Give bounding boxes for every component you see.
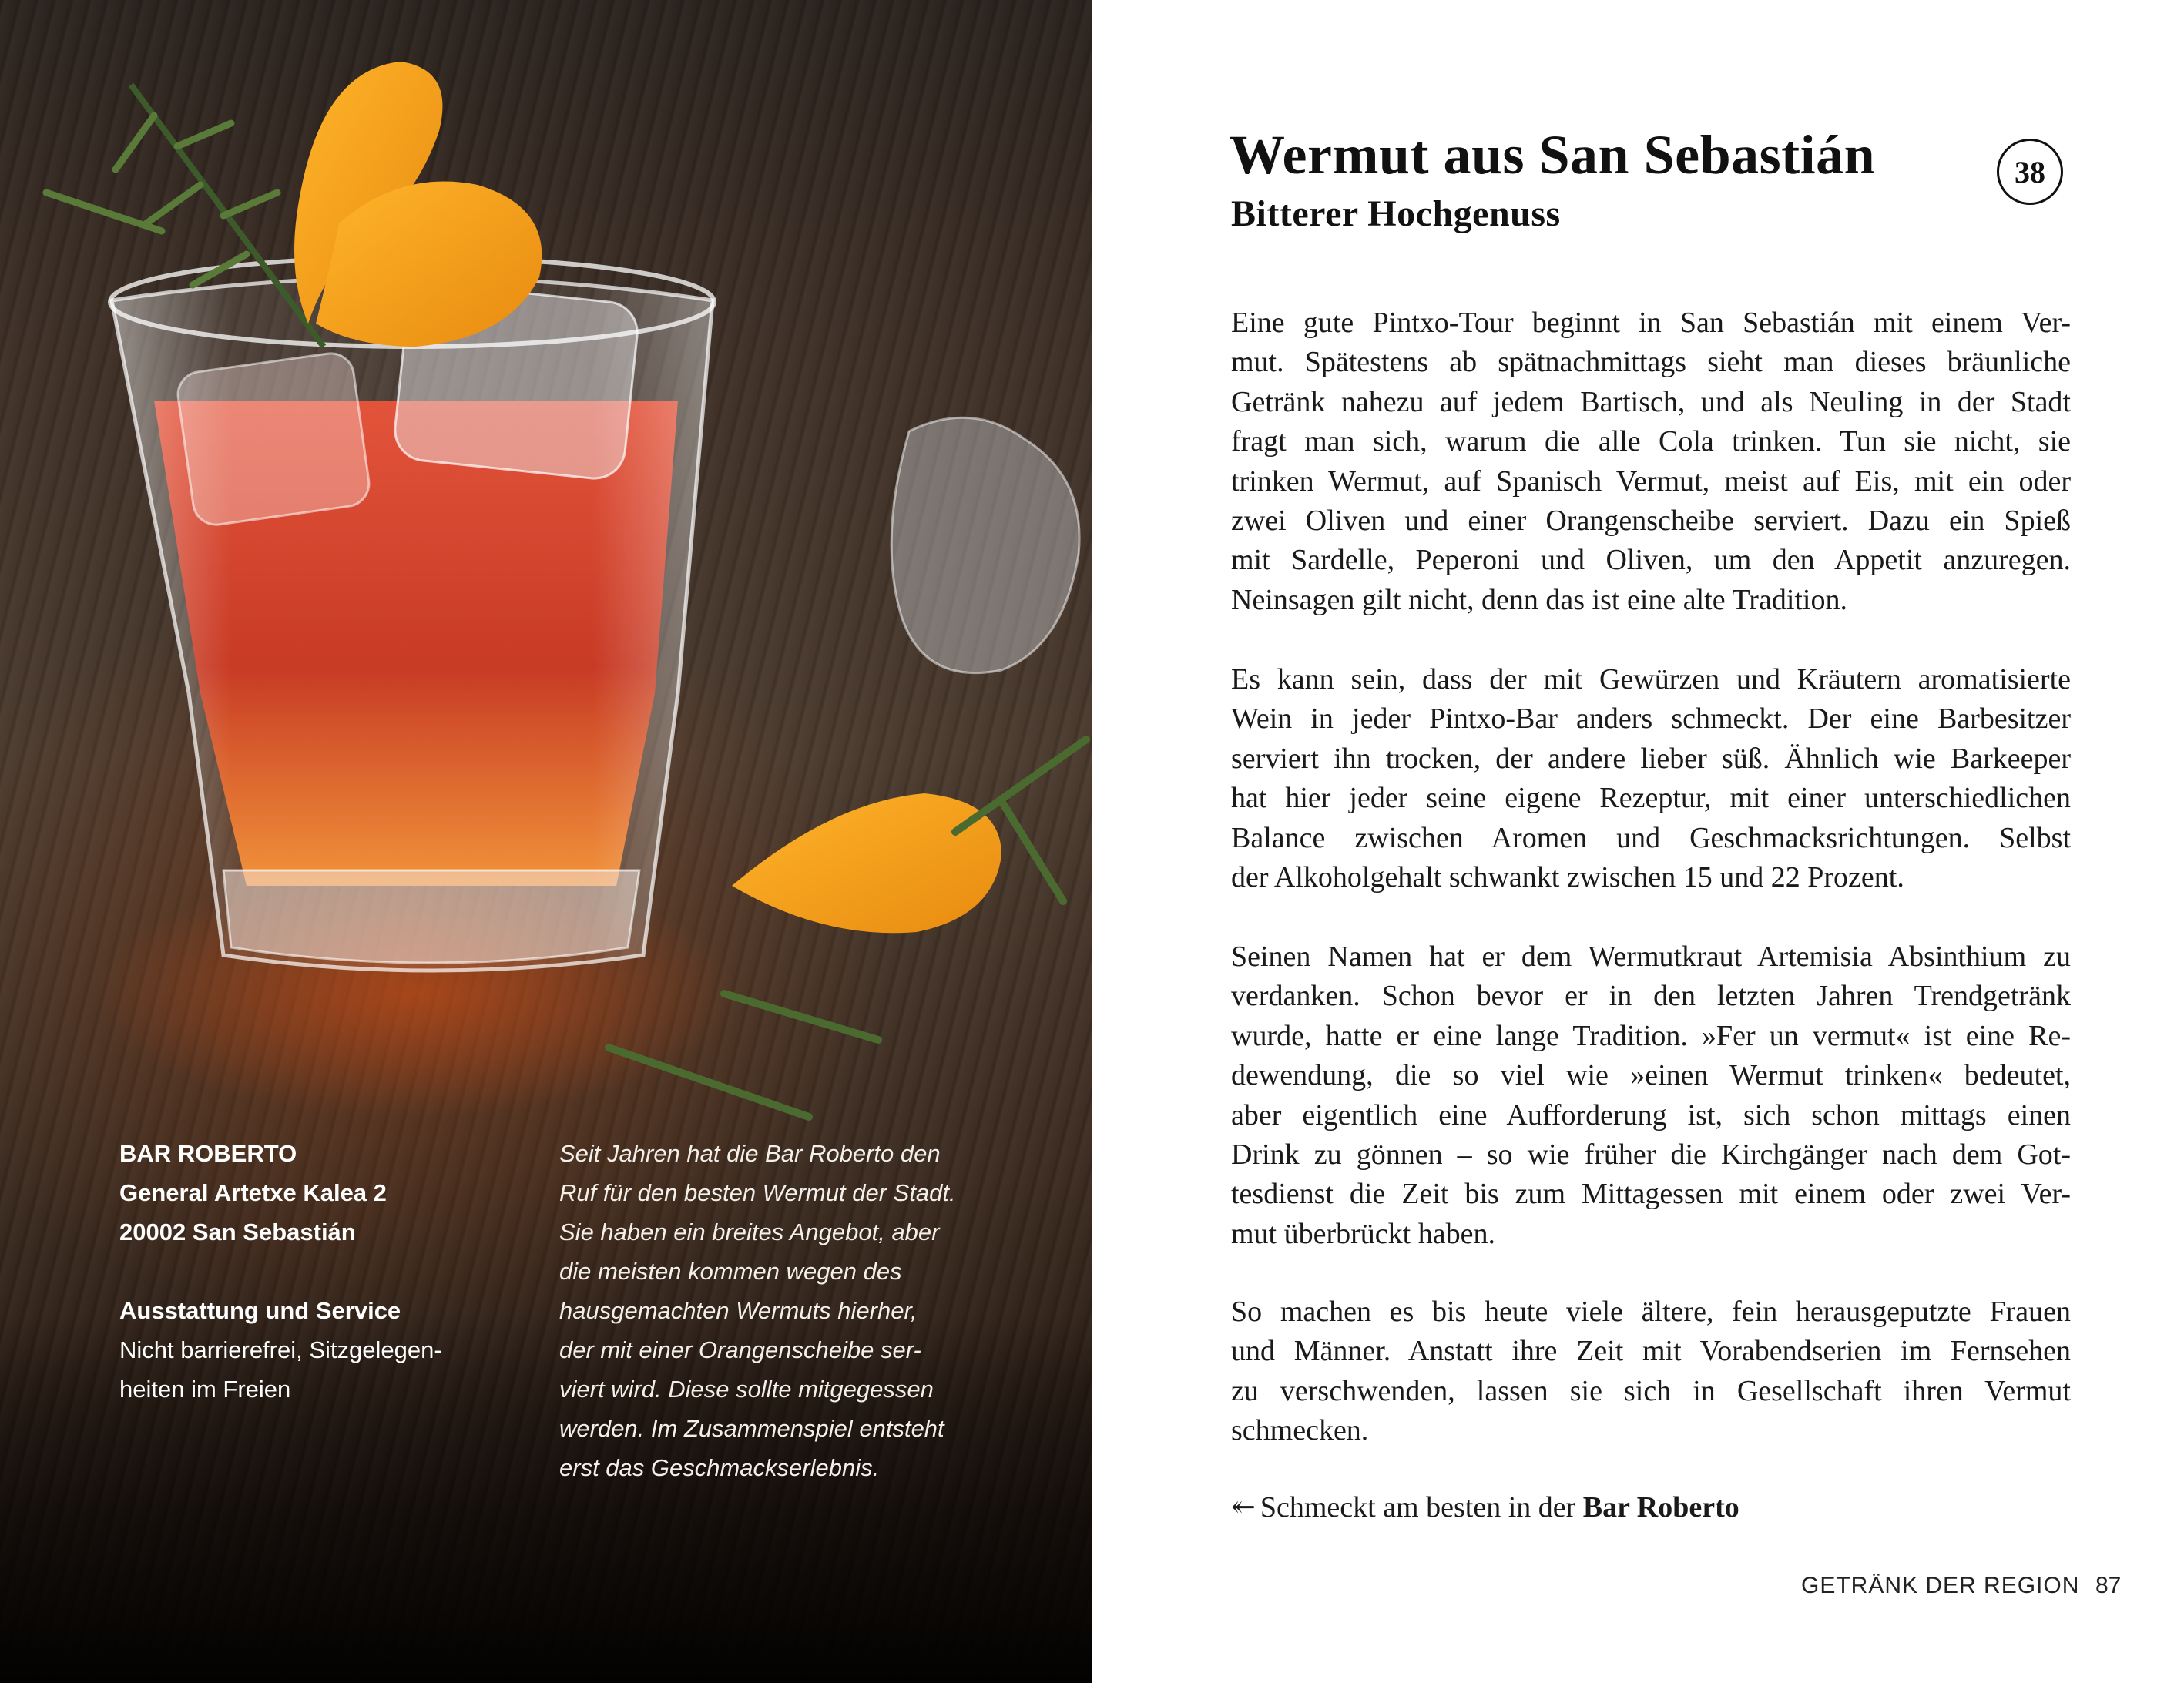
text-line: Balance zwischen Aromen und Geschmacksrichtungen. Selbst	[1231, 821, 2071, 854]
bar-name: BAR ROBERTO	[119, 1140, 297, 1167]
features-heading: Ausstattung und Service	[119, 1297, 401, 1324]
text-line: hat hier jeder seine eigene Rezeptur, mit einer unterschiedlichen	[1231, 782, 2071, 815]
description-line: Ruf für den besten Wermut der Stadt.	[559, 1179, 956, 1206]
recommendation-line	[1231, 1490, 1739, 1524]
article-subtitle: Bitterer Hochgenuss	[1231, 193, 1561, 234]
recommendation-text: Schmeckt am besten in der	[1260, 1491, 1583, 1524]
article-title: Wermut aus San Sebastián	[1230, 124, 1876, 186]
features-line: heiten im Freien	[119, 1376, 291, 1403]
text-line: aber eigentlich eine Aufforderung ist, sich schon mittags einen	[1231, 1098, 2071, 1131]
description-line: die meisten kommen wegen des	[559, 1258, 902, 1285]
bar-city: 20002 San Sebastián	[119, 1219, 356, 1245]
text-line: der Alkoholgehalt schwankt zwischen 15 und 22 Prozent.	[1231, 861, 1904, 894]
paragraph	[1231, 937, 2071, 1254]
description-line: Seit Jahren hat die Bar Roberto den	[559, 1140, 941, 1167]
text-line: trinken Wermut, auf Spanisch Vermut, meist auf Eis, mit ein oder	[1231, 464, 2071, 498]
text-line: Neinsagen gilt nicht, denn das ist eine alte Tradition.	[1231, 583, 1847, 616]
text-line: mut überbrückt haben.	[1231, 1217, 1495, 1250]
bar-description	[559, 1134, 991, 1487]
glass	[112, 277, 713, 971]
text-line: verdanken. Schon bevor er in den letzten Jahren Trendgetränk	[1231, 980, 2071, 1013]
text-line: Seinen Namen hat er dem Wermutkraut Artemisia Absinthium zu	[1231, 940, 2071, 973]
text-line: Getränk nahezu auf jedem Bartisch, und als Neuling in der Stadt	[1231, 385, 2071, 418]
text-line: serviert ihn trocken, der andere lieber süß. Ähnlich wie Barkeeper	[1231, 742, 2071, 775]
text-line: und Männer. Anstatt ihre Zeit mit Vorabendserien im Fernsehen	[1231, 1335, 2071, 1368]
text-line: schmecken.	[1231, 1414, 1369, 1447]
text-line: Eine gute Pintxo-Tour beginnt in San Sebastián mit einem Ver-	[1231, 307, 2071, 339]
text-line: Wein in jeder Pintxo-Bar anders schmeckt. Der eine Barbesitzer	[1231, 702, 2071, 736]
rosemary-leaves	[46, 116, 277, 285]
text-line: zu verschwenden, lassen sie sich in Gesellschaft ihren Vermut	[1231, 1374, 2071, 1407]
description-line: werden. Im Zusammenspiel entsteht	[559, 1415, 944, 1442]
paragraph	[1231, 1292, 2071, 1451]
text-line: fragt man sich, warum die alle Cola trinken. Tun sie nicht, sie	[1231, 425, 2071, 458]
text-line: mut. Spätestens ab spätnachmittags sieht man dieses bräunliche	[1231, 346, 2071, 379]
text-line: Drink zu gönnen – so wie früher die Kirchgänger nach dem Got-	[1231, 1138, 2071, 1172]
orange-peel-on-table	[732, 793, 1001, 933]
text-line: wurde, hatte er eine lange Tradition. »Fer un vermut« ist eine Re-	[1231, 1019, 2071, 1052]
text-line: mit Sardelle, Peperoni und Oliven, um den Appetit anzuregen.	[1231, 544, 2071, 577]
double-arrow-left-icon: ↞	[1231, 1491, 1256, 1524]
features-line: Nicht barrierefrei, Sitzgelegen-	[119, 1336, 442, 1363]
description-line: erst das Geschmackserlebnis.	[559, 1454, 880, 1481]
recommended-bar: Bar Roberto	[1582, 1491, 1739, 1524]
paragraph	[1231, 660, 2071, 897]
entry-number-badge: 38	[1997, 139, 2063, 205]
text-line: So machen es bis heute viele ältere, fein herausgeputzte Frauen	[1231, 1296, 2071, 1328]
description-line: Sie haben ein breites Angebot, aber	[559, 1219, 940, 1245]
description-line: viert wird. Diese sollte mitgegessen	[559, 1376, 934, 1403]
description-line: der mit einer Orangenscheibe ser-	[559, 1336, 921, 1363]
ice-cube	[891, 417, 1079, 672]
description-line: hausgemachten Wermuts hierher,	[559, 1297, 918, 1324]
paragraph	[1231, 303, 2071, 620]
text-line: Es kann sein, dass der mit Gewürzen und Kräutern aromatisierte	[1231, 663, 2071, 696]
text-line: zwei Oliven und einer Orangenscheibe serviert. Dazu ein Spieß	[1231, 505, 2071, 538]
text-line: tesdienst die Zeit bis zum Mittagessen mit einem oder zwei Ver-	[1231, 1178, 2071, 1211]
bar-address	[119, 1134, 505, 1409]
section-footer: GETRÄNK DER REGION	[1801, 1573, 2080, 1598]
page-number: 87	[2095, 1573, 2122, 1598]
text-line: dewendung, die so viel wie »einen Wermut trinken« bedeutet,	[1231, 1059, 2071, 1092]
bar-street: General Artetxe Kalea 2	[119, 1179, 387, 1206]
